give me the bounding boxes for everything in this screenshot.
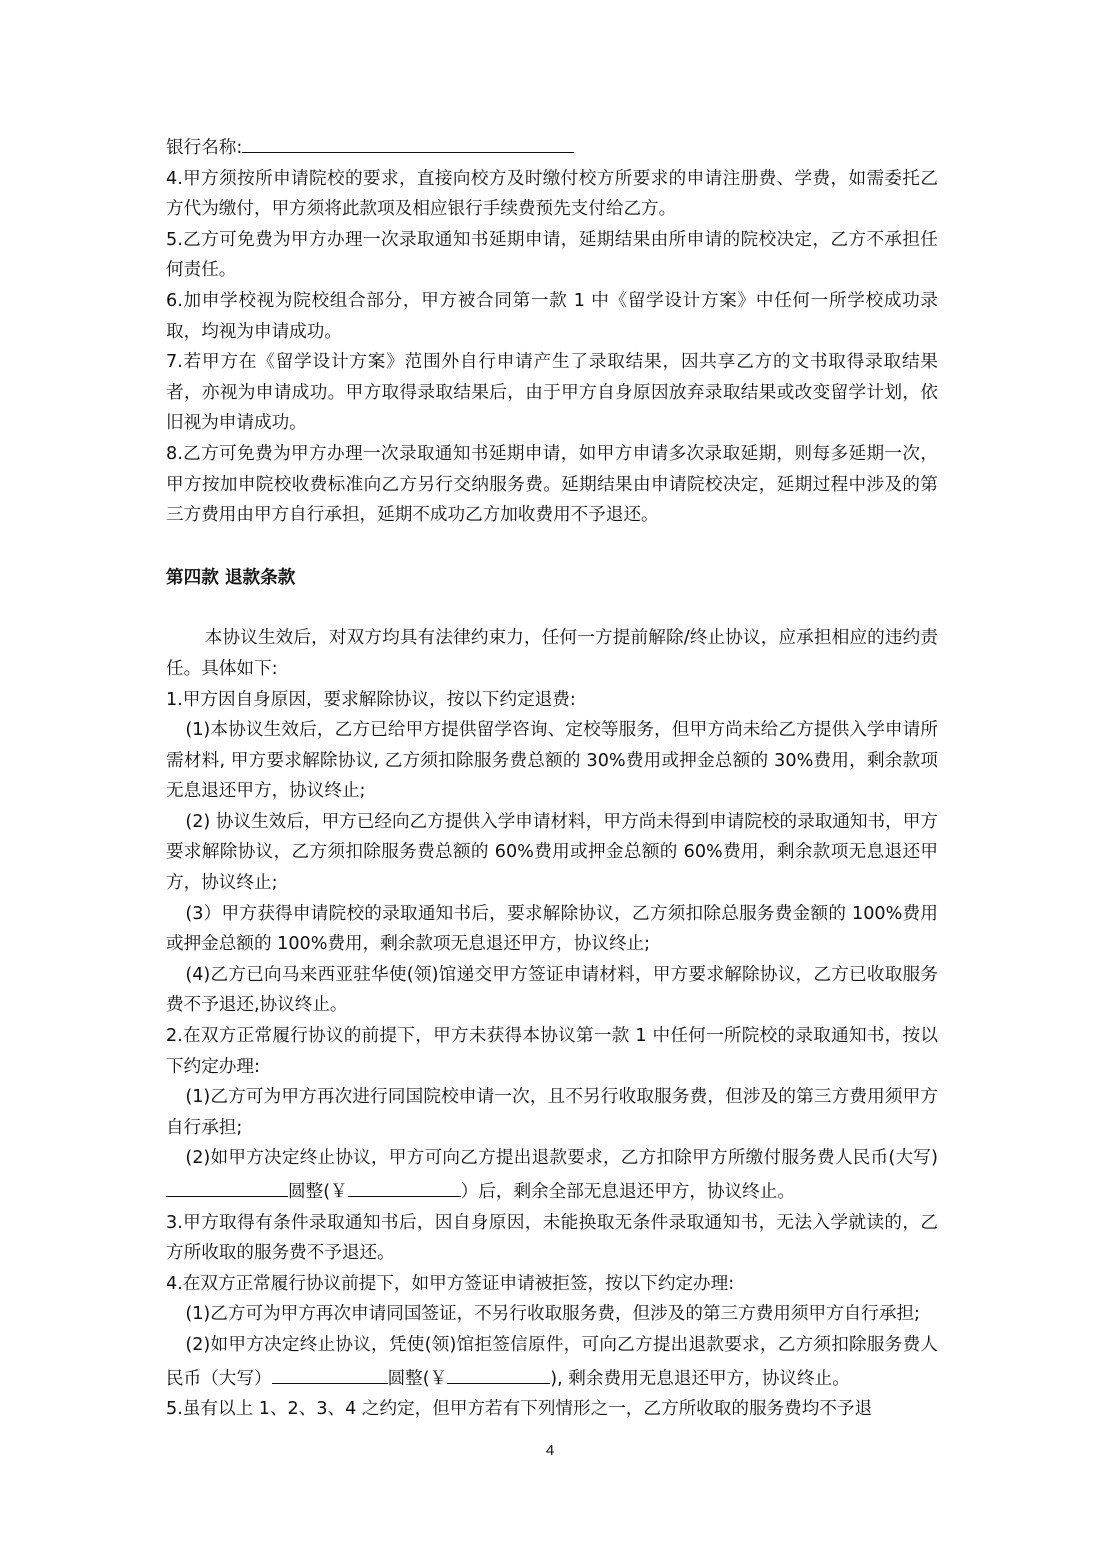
document-page xyxy=(166,130,938,1425)
refund-item-4-2 xyxy=(166,1330,938,1394)
refund-item-2-1: (1)乙方可为甲方再次进行同国院校申请一次，且不另行收取服务费，但涉及的第三方费用须甲方自行承担; xyxy=(166,1087,938,1138)
clause-7: 7.若甲方在《留学设计方案》范围外自行申请产生了录取结果，因共享乙方的文书取得录取结果者，亦视为申请成功。甲方取得录取结果后，由于甲方自身原因放弃录取结果或改变留学计划，依旧视为申请成功。 xyxy=(166,352,938,434)
visa-amount-yuan-blank xyxy=(447,1361,550,1384)
refund-item-2-2 xyxy=(166,1143,938,1207)
refund-item-4-2-text-c: ), 剩余费用无息退还甲方，协议终止。 xyxy=(550,1368,850,1389)
section-intro: 本协议生效后，对双方均具有法律约束力，任何一方提前解除/终止协议，应承担相应的违约责任。具体如下: xyxy=(166,628,938,679)
clause-8: 8.乙方可免费为甲方办理一次录取通知书延期申请，如甲方申请多次录取延期，则每多延期一次，甲方按加申院校收费标准向乙方另行交纳服务费。延期结果由申请院校决定，延期过程中涉及的第三方费用由甲方自行承担，延期不成功乙方加收费用不予退还。 xyxy=(166,443,938,526)
bank-name-line xyxy=(166,130,938,164)
refund-item-4-1: (1)乙方可为甲方再次申请同国签证，不另行收取服务费，但涉及的第三方费用须甲方自行承担; xyxy=(185,1304,920,1325)
bank-name-blank xyxy=(242,130,574,153)
refund-item-1-2: (2) 协议生效后，甲方已经向乙方提供入学申请材料，甲方尚未得到申请院校的录取通知书，甲方要求解除协议，乙方须扣除服务费总额的 60%费用或押金总额的 60%费用，剩余款项无息退还甲方，协议终止; xyxy=(166,811,938,894)
refund-item-1-3: (3）甲方获得申请院校的录取通知书后，要求解除协议，乙方须扣除总服务费金额的 100%费用或押金总额的 100%费用，剩余款项无息退还甲方，协议终止; xyxy=(166,903,938,955)
amount-yuan-blank xyxy=(348,1174,461,1197)
refund-item-4-2-text-b: 圆整(￥ xyxy=(387,1368,448,1389)
refund-item-4-2-text-a: (2)如甲方决定终止协议，凭使(领)馆拒签信原件，可向乙方提出退款要求，乙方须扣除服务费人民币（大写） xyxy=(166,1334,938,1389)
amount-uppercase-blank xyxy=(166,1174,288,1197)
refund-item-5: 5.虽有以上 1、2、3、4 之约定，但甲方若有下列情形之一，乙方所收取的服务费均不予退 xyxy=(166,1399,873,1420)
refund-item-1-1: (1)本协议生效后，乙方已给甲方提供留学咨询、定校等服务，但甲方尚未给乙方提供入学申请所需材料, 甲方要求解除协议, 乙方须扣除服务费总额的 30%费用或押金总额的 30%费用，剩余款项无息退还甲方，协议终止; xyxy=(166,720,938,802)
refund-item-2-2-text-c: ）后，剩余全部无息退还甲方，协议终止。 xyxy=(460,1182,795,1202)
clause-5: 5.乙方可免费为甲方办理一次录取通知书延期申请，延期结果由所申请的院校决定，乙方不承担任何责任。 xyxy=(166,229,938,281)
refund-item-2-2-text-a: (2)如甲方决定终止协议，甲方可向乙方提出退款要求，乙方扣除甲方所缴付服务费人民币(大写) xyxy=(185,1148,938,1169)
refund-item-2: 2.在双方正常履行协议的前提下，甲方未获得本协议第一款 1 中任何一所院校的录取通知书，按以下约定办理: xyxy=(166,1026,938,1077)
refund-item-3: 3.甲方取得有条件录取通知书后，因自身原因，未能换取无条件录取通知书，无法入学就读的，乙方所收取的服务费不予退还。 xyxy=(166,1212,938,1264)
refund-item-4: 4.在双方正常履行协议前提下，如甲方签证申请被拒签，按以下约定办理: xyxy=(166,1273,735,1294)
clause-4: 4.甲方须按所申请院校的要求，直接向校方及时缴付校方所要求的申请注册费、学费，如需委托乙方代为缴付，甲方须将此款项及相应银行手续费预先支付给乙方。 xyxy=(166,168,938,220)
bank-name-label: 银行名称: xyxy=(166,138,243,158)
refund-item-1-4: (4)乙方已向马来西亚驻华使(领)馆递交甲方签证申请材料，甲方要求解除协议，乙方已收取服务费不予退还,协议终止。 xyxy=(166,964,938,1016)
section-heading: 第四款 退款条款 xyxy=(166,567,296,588)
refund-item-1: 1.甲方因自身原因，要求解除协议，按以下约定退费: xyxy=(166,689,576,710)
refund-item-2-2-text-b: 圆整(￥ xyxy=(288,1182,348,1202)
clause-6: 6.加申学校视为院校组合部分，甲方被合同第一款 1 中《留学设计方案》中任何一所学校成功录取，均视为申请成功。 xyxy=(166,290,938,342)
page-number: 4 xyxy=(545,1442,555,1459)
visa-amount-uppercase-blank xyxy=(272,1361,388,1384)
